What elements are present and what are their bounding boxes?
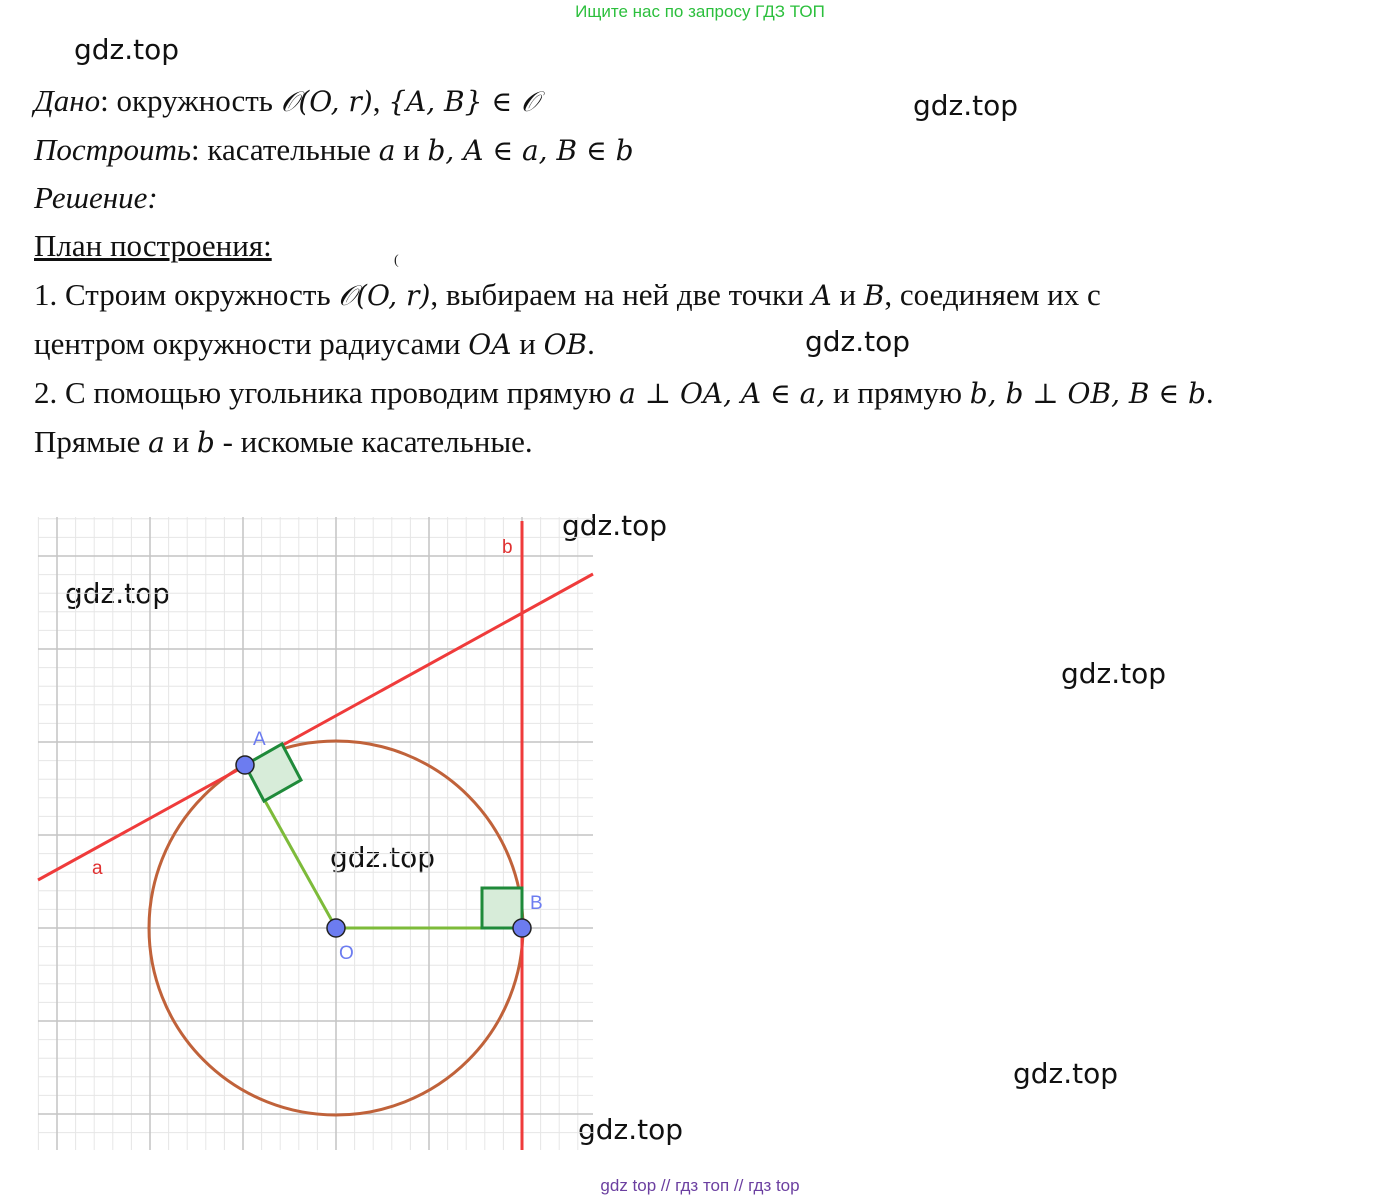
tick-mark: ( [394, 253, 399, 268]
step2-math-b: b, b ⊥ OB, B ∈ b [969, 377, 1206, 410]
build-a: a [378, 134, 396, 167]
solution-label: Решение: [34, 180, 158, 215]
label-B: B [530, 893, 543, 914]
build-text: : касательные [191, 132, 379, 167]
top-banner: Ищите нас по запросу ГДЗ ТОП [575, 2, 825, 21]
watermark: gdz.top [330, 841, 436, 874]
step1-OA: OA [468, 328, 512, 361]
step1-and: и [831, 277, 864, 312]
given-label: Дано [34, 83, 101, 118]
step1-point-B: B [863, 279, 885, 312]
step2-text-b: и прямую [825, 375, 970, 410]
watermark: gdz.top [65, 577, 171, 610]
watermark: gdz.top [578, 1113, 684, 1146]
build-and: и [395, 132, 428, 167]
given-text: : окружность [100, 83, 281, 118]
step1-line2-text: центром окружности радиусами [34, 326, 469, 361]
label-line-b: b [502, 537, 513, 558]
point-B [513, 919, 531, 937]
step1-text-a: 1. Строим окружность [34, 277, 339, 312]
step1-point-A: A [811, 279, 832, 312]
given-sep: , [372, 83, 389, 118]
point-O [327, 919, 345, 937]
step3-a: a [148, 426, 165, 459]
tangent-line-a [38, 574, 593, 880]
watermark: gdz.top [74, 33, 180, 66]
given-math-circle: 𝒪(O, r) [280, 85, 373, 118]
plan-label: План построения: [34, 228, 272, 263]
step3-b: b [196, 426, 215, 459]
watermark: gdz.top [562, 509, 668, 542]
label-O: O [339, 943, 354, 964]
point-A [236, 756, 254, 774]
step2-dot: . [1205, 375, 1214, 410]
step2-text-a: 2. С помощью угольника проводим прямую [34, 375, 620, 410]
right-angle-A [245, 744, 301, 801]
build-b: b [427, 134, 446, 167]
build-label: Построить [34, 132, 192, 167]
watermark: gdz.top [1061, 657, 1167, 690]
step1-OB: OB [543, 328, 588, 361]
given-math-points: {A, B} ∈ 𝒪 [388, 85, 539, 118]
watermark: gdz.top [805, 325, 911, 358]
watermark: gdz.top [913, 89, 1019, 122]
footer-links: gdz top // гдз топ // гдз top [600, 1176, 800, 1195]
watermark: gdz.top [1013, 1057, 1119, 1090]
step1-text-c: , соединяем их с [884, 277, 1101, 312]
label-line-a: a [92, 858, 103, 879]
step3-text-a: Прямые [34, 424, 149, 459]
step1-dot: . [587, 326, 595, 361]
step1-math-circle: 𝒪(O, r) [338, 279, 431, 312]
label-A: A [253, 729, 266, 750]
step2-math-a: a ⊥ OA, A ∈ a, [619, 377, 826, 410]
step1-and2: и [511, 326, 544, 361]
build-math: , A ∈ a, B ∈ b [445, 134, 634, 167]
step1-text-b: , выбираем на ней две точки [430, 277, 812, 312]
step3-text-b: - искомые касательные. [214, 424, 533, 459]
step3-and: и [164, 424, 197, 459]
